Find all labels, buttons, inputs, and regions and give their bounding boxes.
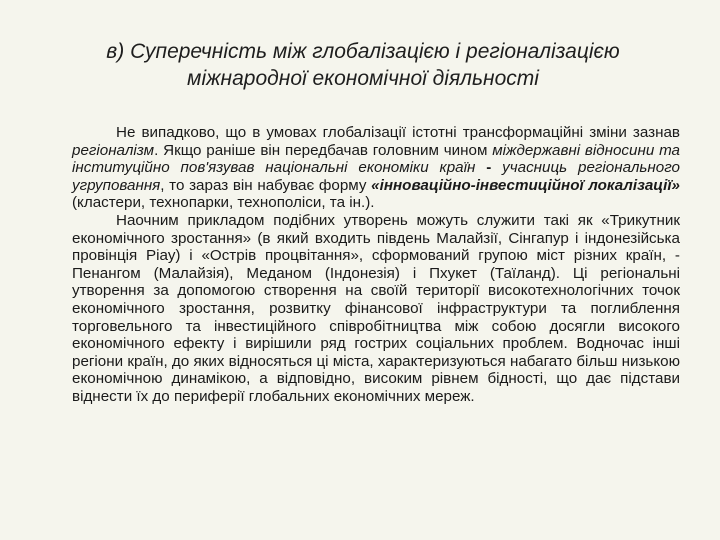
title-line-2: міжнародної економічної діяльності	[187, 67, 539, 90]
paragraph-1	[72, 124, 680, 212]
paragraph-2	[72, 212, 680, 406]
p1-text-3: , то зараз він набуває форму	[160, 176, 372, 194]
p2-text: Наочним прикладом подібних утворень можуть служити такі як «Трикутник економічного зростання» (в який входить південь Малайзії, Сінгапур і індонезійська провінція Ріау) і «Острів процвітання», сформований групою міст різних країн, - Пенангом (Малайзія), Меданом (Індонезія) і Пхукет (Таїланд). Ці регіональні утворення за допомогою створення на своїй території високотехнологічних точок економічного зростання, розвитку фінансової інфраструктури та поглиблення торговельного та інвестиційного співробітництва між собою досягли високого економічного ефекту і вирішили ряд гострих соціальних проблем. Водночас інші регіони країн, до яких відносяться ці міста, характеризуються набагато більш низькою економічною динамікою, а відповідно, високим рівнем бідності, що дає підстави віднести їх до периферії глобальних економічних мереж.	[72, 211, 680, 405]
title-line-1: в) Суперечність між глобалізацією і регіоналізацією	[106, 40, 620, 63]
slide-title	[50, 38, 676, 92]
p1-italic-participants: учасниць регіонального угруповання	[72, 159, 680, 194]
p1-bold-italic-term: «інноваційно-інвестиційної локалізації»	[371, 176, 680, 194]
p1-text-2: . Якщо раніше він передбачав головним чином	[154, 141, 493, 159]
p1-dash: -	[475, 159, 503, 177]
p1-text-4: (кластери, технопарки, технополіси, та ін.).	[72, 194, 375, 212]
body-text	[72, 124, 680, 406]
p1-text-1: Не випадково, що в умовах глобалізації істотні трансформаційні зміни зазнав	[116, 124, 680, 141]
p1-term-regionalism: регіоналізм	[72, 141, 155, 159]
p1-italic-phrase: міждержавні відносини та інституційно пов'язував національні економіки країн	[72, 141, 680, 177]
